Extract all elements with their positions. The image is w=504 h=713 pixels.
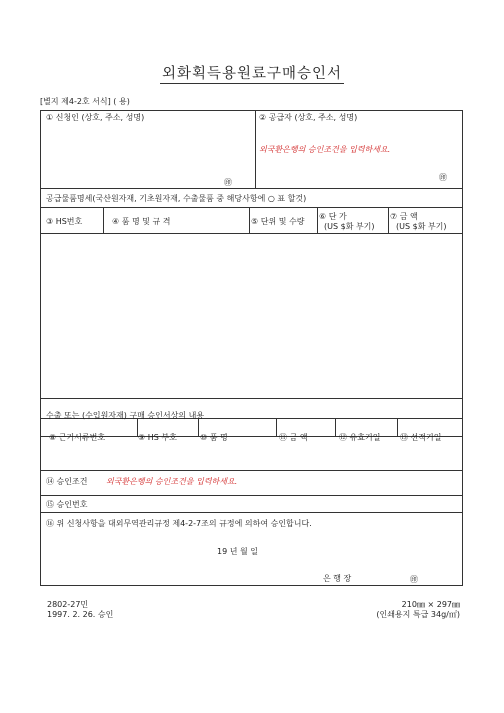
bank-label: 은 행 장 — [323, 574, 352, 583]
divider — [41, 207, 462, 208]
applicant-seal-icon: ㊞ — [224, 178, 232, 187]
divider — [255, 111, 256, 188]
divider — [41, 470, 462, 471]
col-price: ⑥ 단 가 — [319, 212, 347, 221]
col-name: ④ 품 명 및 규 격 — [112, 217, 171, 226]
divider — [41, 233, 462, 234]
footer-approval-date: 1997. 2. 26. 승인 — [47, 610, 114, 619]
approval-no-label: ⑮ 승인번호 — [46, 500, 88, 509]
divider — [335, 418, 336, 436]
col-price-unit: (US $화 부기) — [324, 222, 375, 231]
col-doc-no: ⑧ 근거서류번호 — [49, 433, 106, 442]
col-amount2: ⑪ 금 액 — [279, 433, 308, 442]
divider — [103, 207, 104, 233]
divider — [41, 398, 462, 399]
col-ship: ⑬ 선적기일 — [400, 433, 442, 442]
divider — [317, 207, 318, 233]
date-line: 19 년 월 일 — [217, 547, 258, 556]
supplier-note: 외국환은행의 승인조건을 입력하세요. — [259, 145, 391, 154]
supplier-label: ② 공급자 (상호, 주소, 성명) — [259, 113, 358, 122]
col-amount-unit: (US $화 부기) — [396, 222, 447, 231]
divider — [249, 207, 250, 233]
approval-cond-note: 외국환은행의 승인조건을 입력하세요. — [106, 477, 238, 486]
export-label: 수출 또는 (수입원자재) 구매 승인서상의 내용 — [46, 411, 205, 420]
col-hs: ③ HS번호 — [46, 217, 83, 226]
bank-seal-icon: ㊞ — [410, 575, 418, 584]
col-amount: ⑦ 금 액 — [390, 212, 418, 221]
divider — [397, 418, 398, 436]
approval-cond-label: ⑭ 승인조건 — [46, 477, 88, 486]
form-frame — [40, 110, 463, 586]
approval-statement: ⑯ 위 신청사항을 대외무역관리규정 제4-2-7조의 규정에 의하여 승인합니다. — [46, 519, 312, 528]
divider — [276, 418, 277, 436]
col-valid: ⑫ 유효기일 — [339, 433, 381, 442]
col-unit: ⑤ 단위 및 수량 — [251, 217, 305, 226]
divider — [41, 495, 462, 496]
col-name2: ⑩ 품 명 — [200, 433, 228, 442]
footer-paper-size: 210㎜ × 297㎜ — [401, 600, 460, 609]
form-label: [별지 제4-2호 서식] ( 용) — [40, 97, 130, 106]
divider — [41, 512, 462, 513]
divider — [41, 188, 462, 189]
supplier-seal-icon: ㊞ — [439, 173, 447, 182]
goods-spec-label: 공급물품명세(국산원자재, 기초원자재, 수출물품 중 해당사항에 ○ 표 할것) — [46, 194, 307, 203]
document-title: 외화획득용원료구매승인서 — [161, 66, 343, 82]
col-hs2: ⑨ HS 부호 — [138, 433, 177, 442]
applicant-label: ① 신청인 (상호, 주소, 성명) — [46, 113, 145, 122]
footer-form-no: 2802-27민 — [47, 600, 89, 609]
divider — [388, 207, 389, 233]
footer-paper-spec: (인쇄용지 특급 34g/㎡) — [376, 610, 460, 619]
